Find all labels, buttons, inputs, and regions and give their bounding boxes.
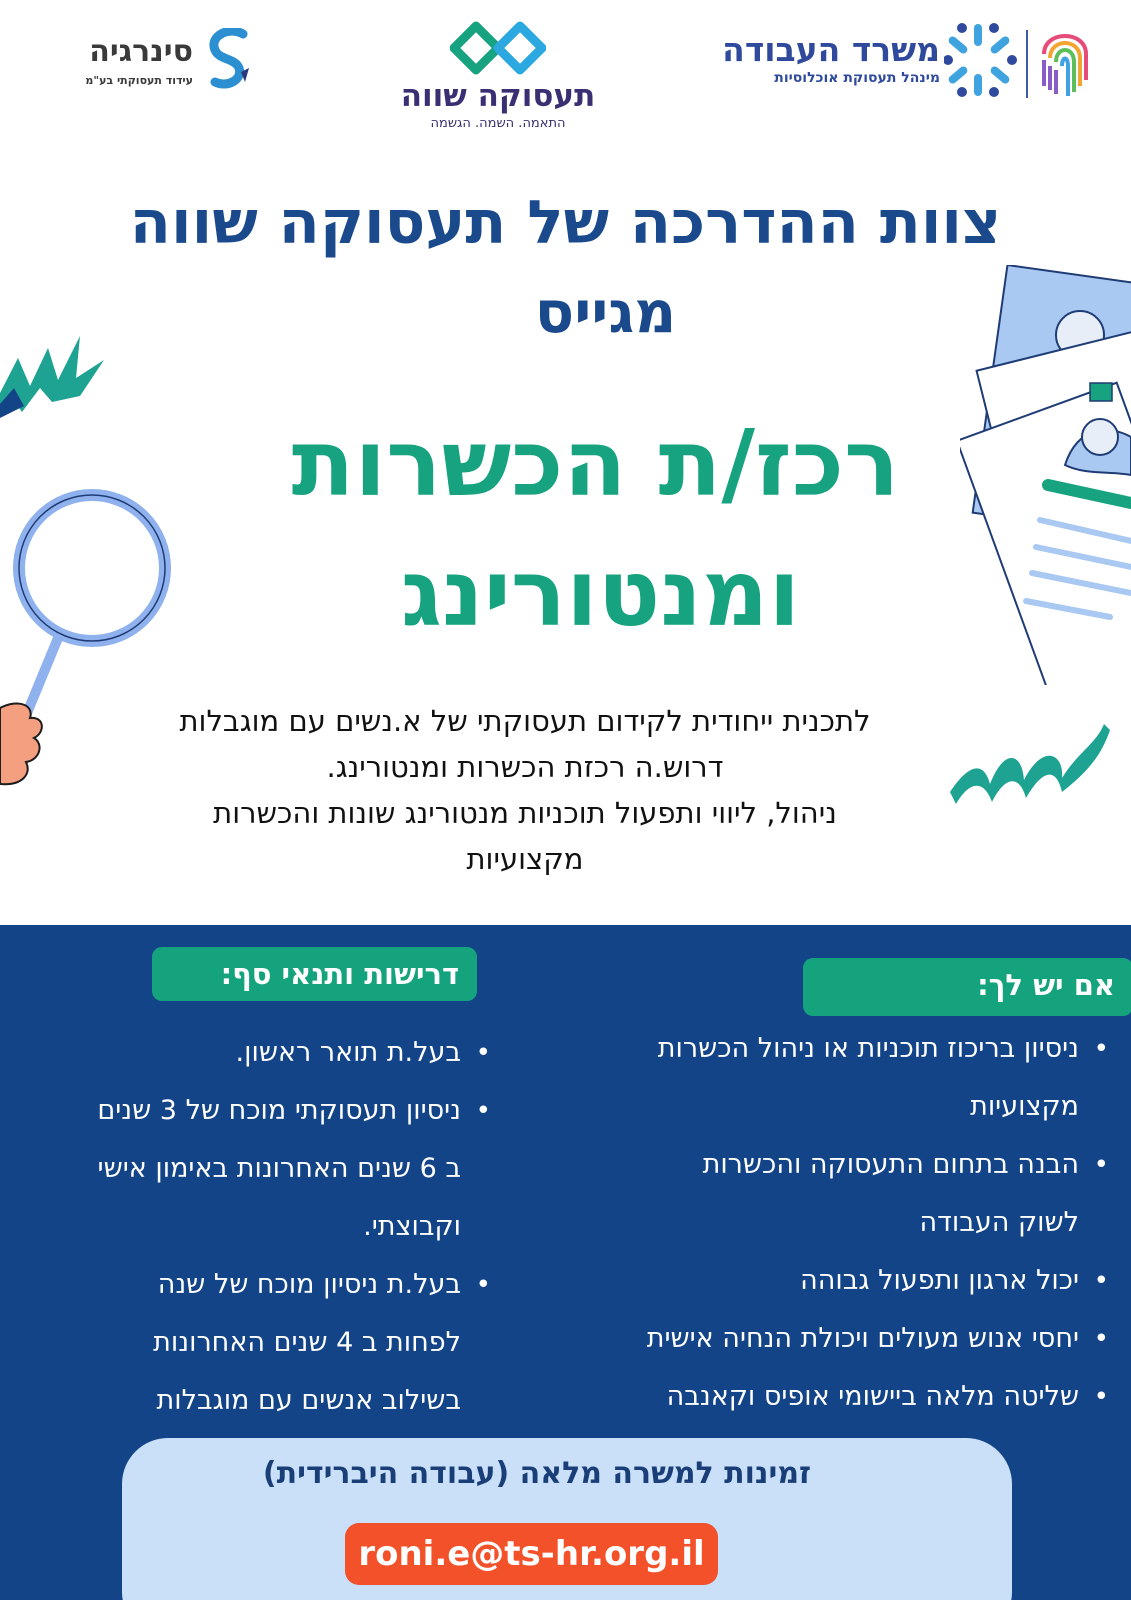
list-item: • יכול ארגון ותפעול גבוהה — [549, 1252, 1109, 1310]
list-item-continuation: מקצועיות — [970, 1091, 1079, 1122]
job-title-line-1: רכז/ת הכשרות — [291, 410, 900, 517]
ministry-logo-name: משרד העבודה — [722, 30, 940, 69]
list-item-continuation: וקבוצתי. — [363, 1211, 461, 1242]
logo-divider — [1026, 30, 1028, 98]
synergy-s-icon — [205, 28, 255, 94]
list-item: • שליטה מלאה ביישומי אופיס וקאנבה — [549, 1368, 1109, 1426]
synergy-logo — [40, 26, 255, 96]
list-item: • יחסי אנוש מעולים ויכולת הנחיה אישית — [549, 1310, 1109, 1368]
if-you-have-heading: אם יש לך: — [803, 958, 1131, 1016]
if-you-have-list — [549, 1020, 1109, 1426]
list-item-continuation: לשוק העבודה — [919, 1207, 1079, 1238]
job-title-line-2: ומנטורינג — [400, 540, 801, 647]
requirements-heading: דרישות ותנאי סף: — [152, 947, 477, 1001]
headline-team: צוות ההדרכה של תעסוקה שווה — [129, 188, 1002, 258]
availability-text: זמינות למשרה מלאה (עבודה היברידית) — [262, 1456, 812, 1491]
synergy-logo-tagline: עידוד תעסוקתי בע"מ — [85, 74, 193, 87]
headline-recruiting: מגייס — [534, 278, 677, 346]
job-description-line: דרוש.ה רכזת הכשרות ומנטורינג. — [326, 750, 724, 784]
equal-employment-logo — [398, 20, 598, 145]
equal-employment-logo-tagline: התאמה. השמה. הגשמה — [430, 116, 566, 131]
list-item-continuation: בשילוב אנשים עם מוגבלות — [156, 1385, 461, 1416]
list-item: • ניסיון בריכוז תוכניות או ניהול הכשרות — [549, 1020, 1109, 1078]
list-item: • בעל.ת ניסיון מוכח של שנה — [71, 1256, 491, 1314]
list-item: • בעל.ת תואר ראשון. — [71, 1024, 491, 1082]
equal-employment-logo-name: תעסוקה שווה — [400, 78, 596, 114]
contact-email-button[interactable]: roni.e@ts-hr.org.il — [345, 1523, 718, 1585]
people-circle-icon — [944, 20, 1020, 100]
list-item-continuation: לפחות ב 4 שנים האחרונות — [153, 1327, 461, 1358]
list-item: • ניסיון תעסוקתי מוכח של 3 שנים — [71, 1082, 491, 1140]
requirements-list — [71, 1024, 491, 1430]
fingerprint-icon — [1036, 24, 1094, 100]
ministry-logo-tagline: מינהל תעסוקת אוכלוסיות — [774, 70, 940, 86]
infinity-icon — [450, 20, 546, 76]
list-item: • הבנה בתחום התעסוקה והכשרות — [549, 1136, 1109, 1194]
list-item-continuation: ב 6 שנים האחרונות באימון אישי — [97, 1153, 461, 1184]
job-description-line: ניהול, ליווי ותפעול תוכניות מנטורינג שונות והכשרות — [213, 796, 837, 830]
job-description — [70, 698, 980, 882]
synergy-logo-name: סינרגיה — [89, 34, 193, 69]
job-description-line: לתכנית ייחודית לקידום תעסוקתי של א.נשים עם מוגבלות — [179, 704, 871, 738]
job-description-line: מקצועיות — [466, 842, 584, 876]
ministry-of-labor-logo — [700, 20, 1100, 110]
